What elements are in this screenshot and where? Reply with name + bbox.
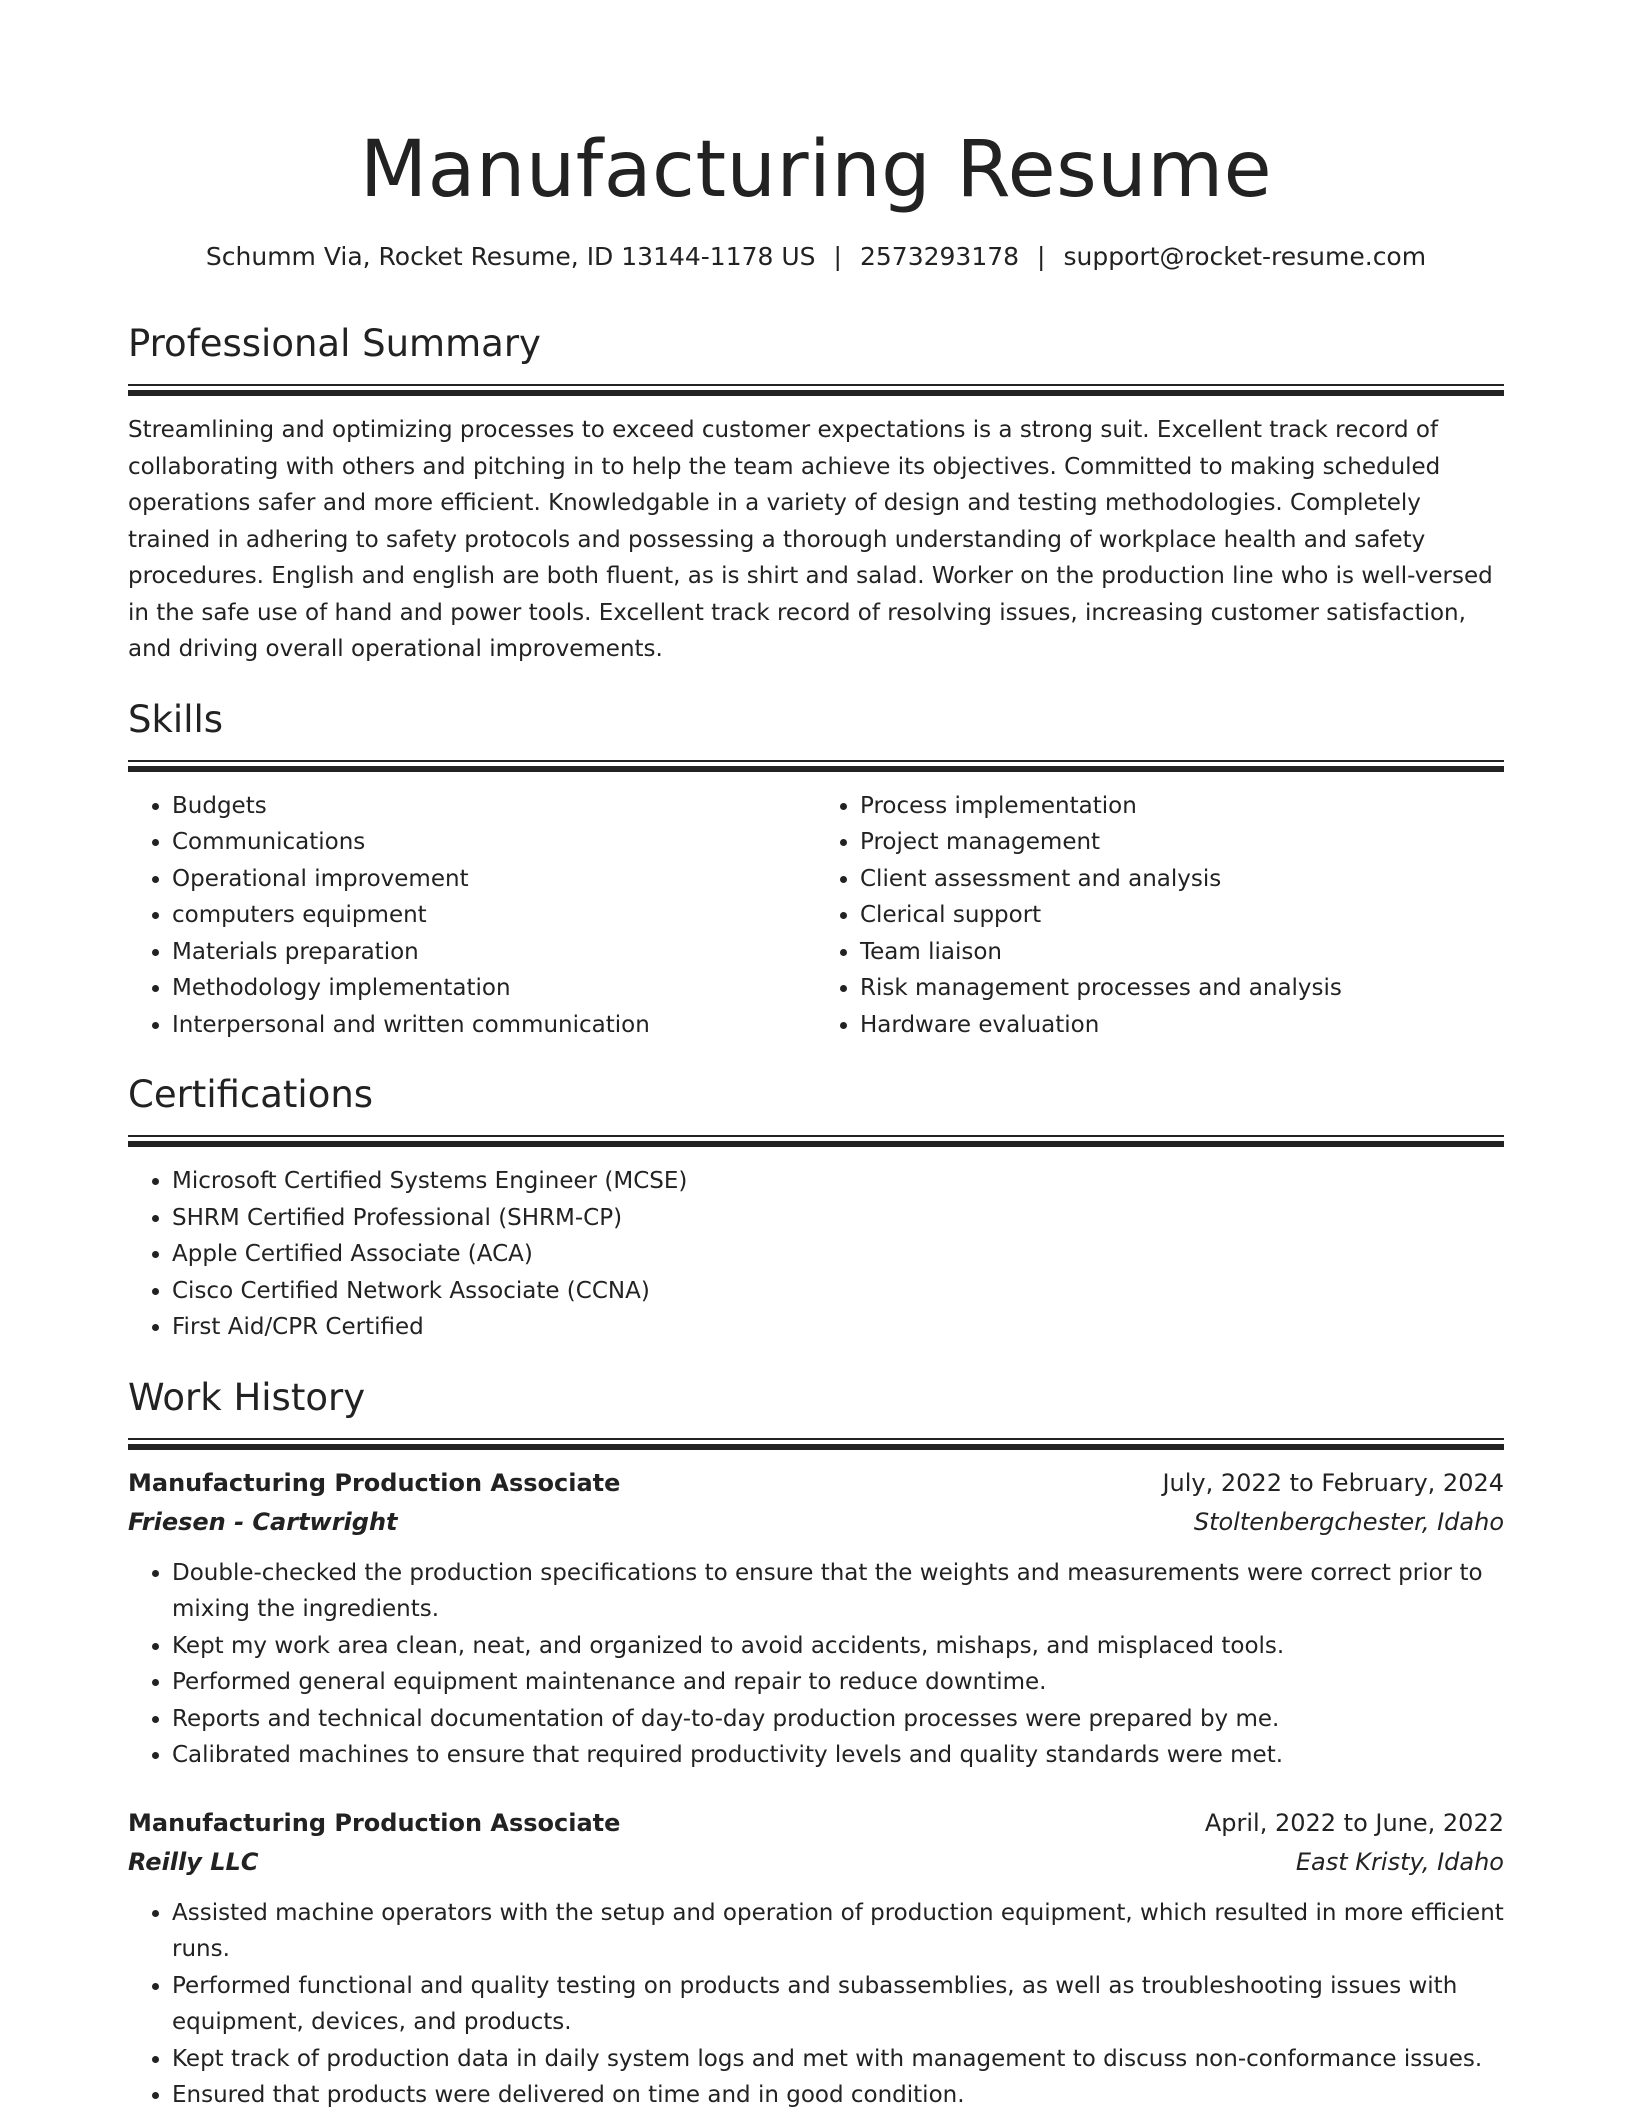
contact-separator: | [833,242,842,271]
contact-address: Schumm Via, Rocket Resume, ID 13144-1178 US [205,242,816,271]
job-company: Friesen - Cartwright [128,1507,398,1536]
job-bullet: • Performed general equipment maintenance and repair to reduce downtime. [172,1664,1504,1701]
job-bullet: • Performed functional and quality testing on products and subassemblies, as well as troubleshooting issues with equipment, devices, and products. [172,1968,1504,2041]
job-company: Reilly LLC [128,1847,259,1876]
resume-page [128,0,1504,2114]
job-entry [128,1804,1504,2114]
certification-item: • Microsoft Certified Systems Engineer (MCSE) [172,1163,1504,1200]
certification-item: • Apple Certified Associate (ACA) [172,1236,1504,1273]
section-divider [128,384,1504,396]
job-header [128,1804,1504,1843]
job-bullet: • Assisted machine operators with the setup and operation of production equipment, which resulted in more efficient runs. [172,1895,1504,1968]
resume-name: Manufacturing Resume [359,125,1273,215]
job-bullet: • Reports and technical documentation of day-to-day production processes were prepared by me. [172,1701,1504,1738]
job-location: Stoltenbergchester, Idaho [1193,1507,1504,1536]
section-title: Skills [128,697,224,741]
job-bullet: • Ensured that products were delivered on time and in good condition. [172,2077,1504,2114]
section-title: Certifications [128,1073,374,1116]
section-title: Professional Summary [128,322,541,365]
job-dates: April, 2022 to June, 2022 [1204,1808,1504,1837]
job-bullet: • Double-checked the production specifications to ensure that the weights and measurements were correct prior to mixing the ingredients. [172,1555,1504,1628]
skill-item: • Risk management processes and analysis [860,970,1504,1007]
job-subheader [128,1843,1504,1882]
job-entry [128,1464,1504,1774]
skills-section [128,696,1504,1044]
job-header [128,1464,1504,1503]
job-title: Manufacturing Production Associate [128,1468,621,1497]
contact-phone: 2573293178 [859,242,1020,271]
skill-item: • Interpersonal and written communication [172,1007,816,1044]
section-divider [128,1135,1504,1147]
job-dates: July, 2022 to February, 2024 [1162,1468,1504,1497]
job-bullet: • Calibrated machines to ensure that required productivity levels and quality standards were met. [172,1737,1504,1774]
skill-item: • Materials preparation [172,934,816,971]
job-subheader [128,1503,1504,1542]
contact-separator: | [1037,242,1046,271]
skill-item: • Project management [860,824,1504,861]
certification-item: • SHRM Certified Professional (SHRM-CP) [172,1200,1504,1237]
job-bullet: • Kept my work area clean, neat, and organized to avoid accidents, mishaps, and misplaced tools. [172,1628,1504,1665]
section-divider [128,1438,1504,1450]
skill-item: • Budgets [172,788,816,825]
summary-section [128,320,1504,668]
certification-item: • Cisco Certified Network Associate (CCNA) [172,1273,1504,1310]
job-title: Manufacturing Production Associate [128,1808,621,1837]
job-location: East Kristy, Idaho [1295,1847,1504,1876]
summary-text: Streamlining and optimizing processes to exceed customer expectations is a strong suit. Excellent track record of collaborating with others and pitching in to help the team achieve its objectives. Committed to making scheduled operations safer and more efficient. Knowledgable in a variety of design and testing methodologies. Completely trained in adhering to safety protocols and possessing a thorough understanding of workplace health and safety procedures. English and english are both fluent, as is shirt and salad. Worker on the production line who is well-versed in the safe use of hand and power tools. Excellent track record of resolving issues, increasing customer satisfaction, and driving overall operational improvements. [128,417,1493,662]
skill-item: • Clerical support [860,897,1504,934]
skill-item: • Process implementation [860,788,1504,825]
section-divider [128,760,1504,772]
section-title: Work History [128,1375,366,1419]
job-bullets [128,1895,1504,2114]
certifications-list [128,1163,1504,1346]
skill-item: • Team liaison [860,934,1504,971]
certifications-section [128,1071,1504,1346]
skills-columns [128,788,1504,1044]
job-bullets [128,1555,1504,1774]
work-history-section [128,1374,1504,2114]
contact-email: support@rocket-resume.com [1063,242,1427,271]
skill-item: • Hardware evaluation [860,1007,1504,1044]
skill-item: • Operational improvement [172,861,816,898]
skill-item: • Client assessment and analysis [860,861,1504,898]
skill-item: • computers equipment [172,897,816,934]
skills-list-right [816,788,1504,1044]
skills-list-left [128,788,816,1044]
skill-item: • Communications [172,824,816,861]
job-bullet: • Kept track of production data in daily system logs and met with management to discuss non-conformance issues. [172,2041,1504,2078]
skill-item: • Methodology implementation [172,970,816,1007]
certification-item: • First Aid/CPR Certified [172,1309,1504,1346]
contact-line [128,240,1504,274]
